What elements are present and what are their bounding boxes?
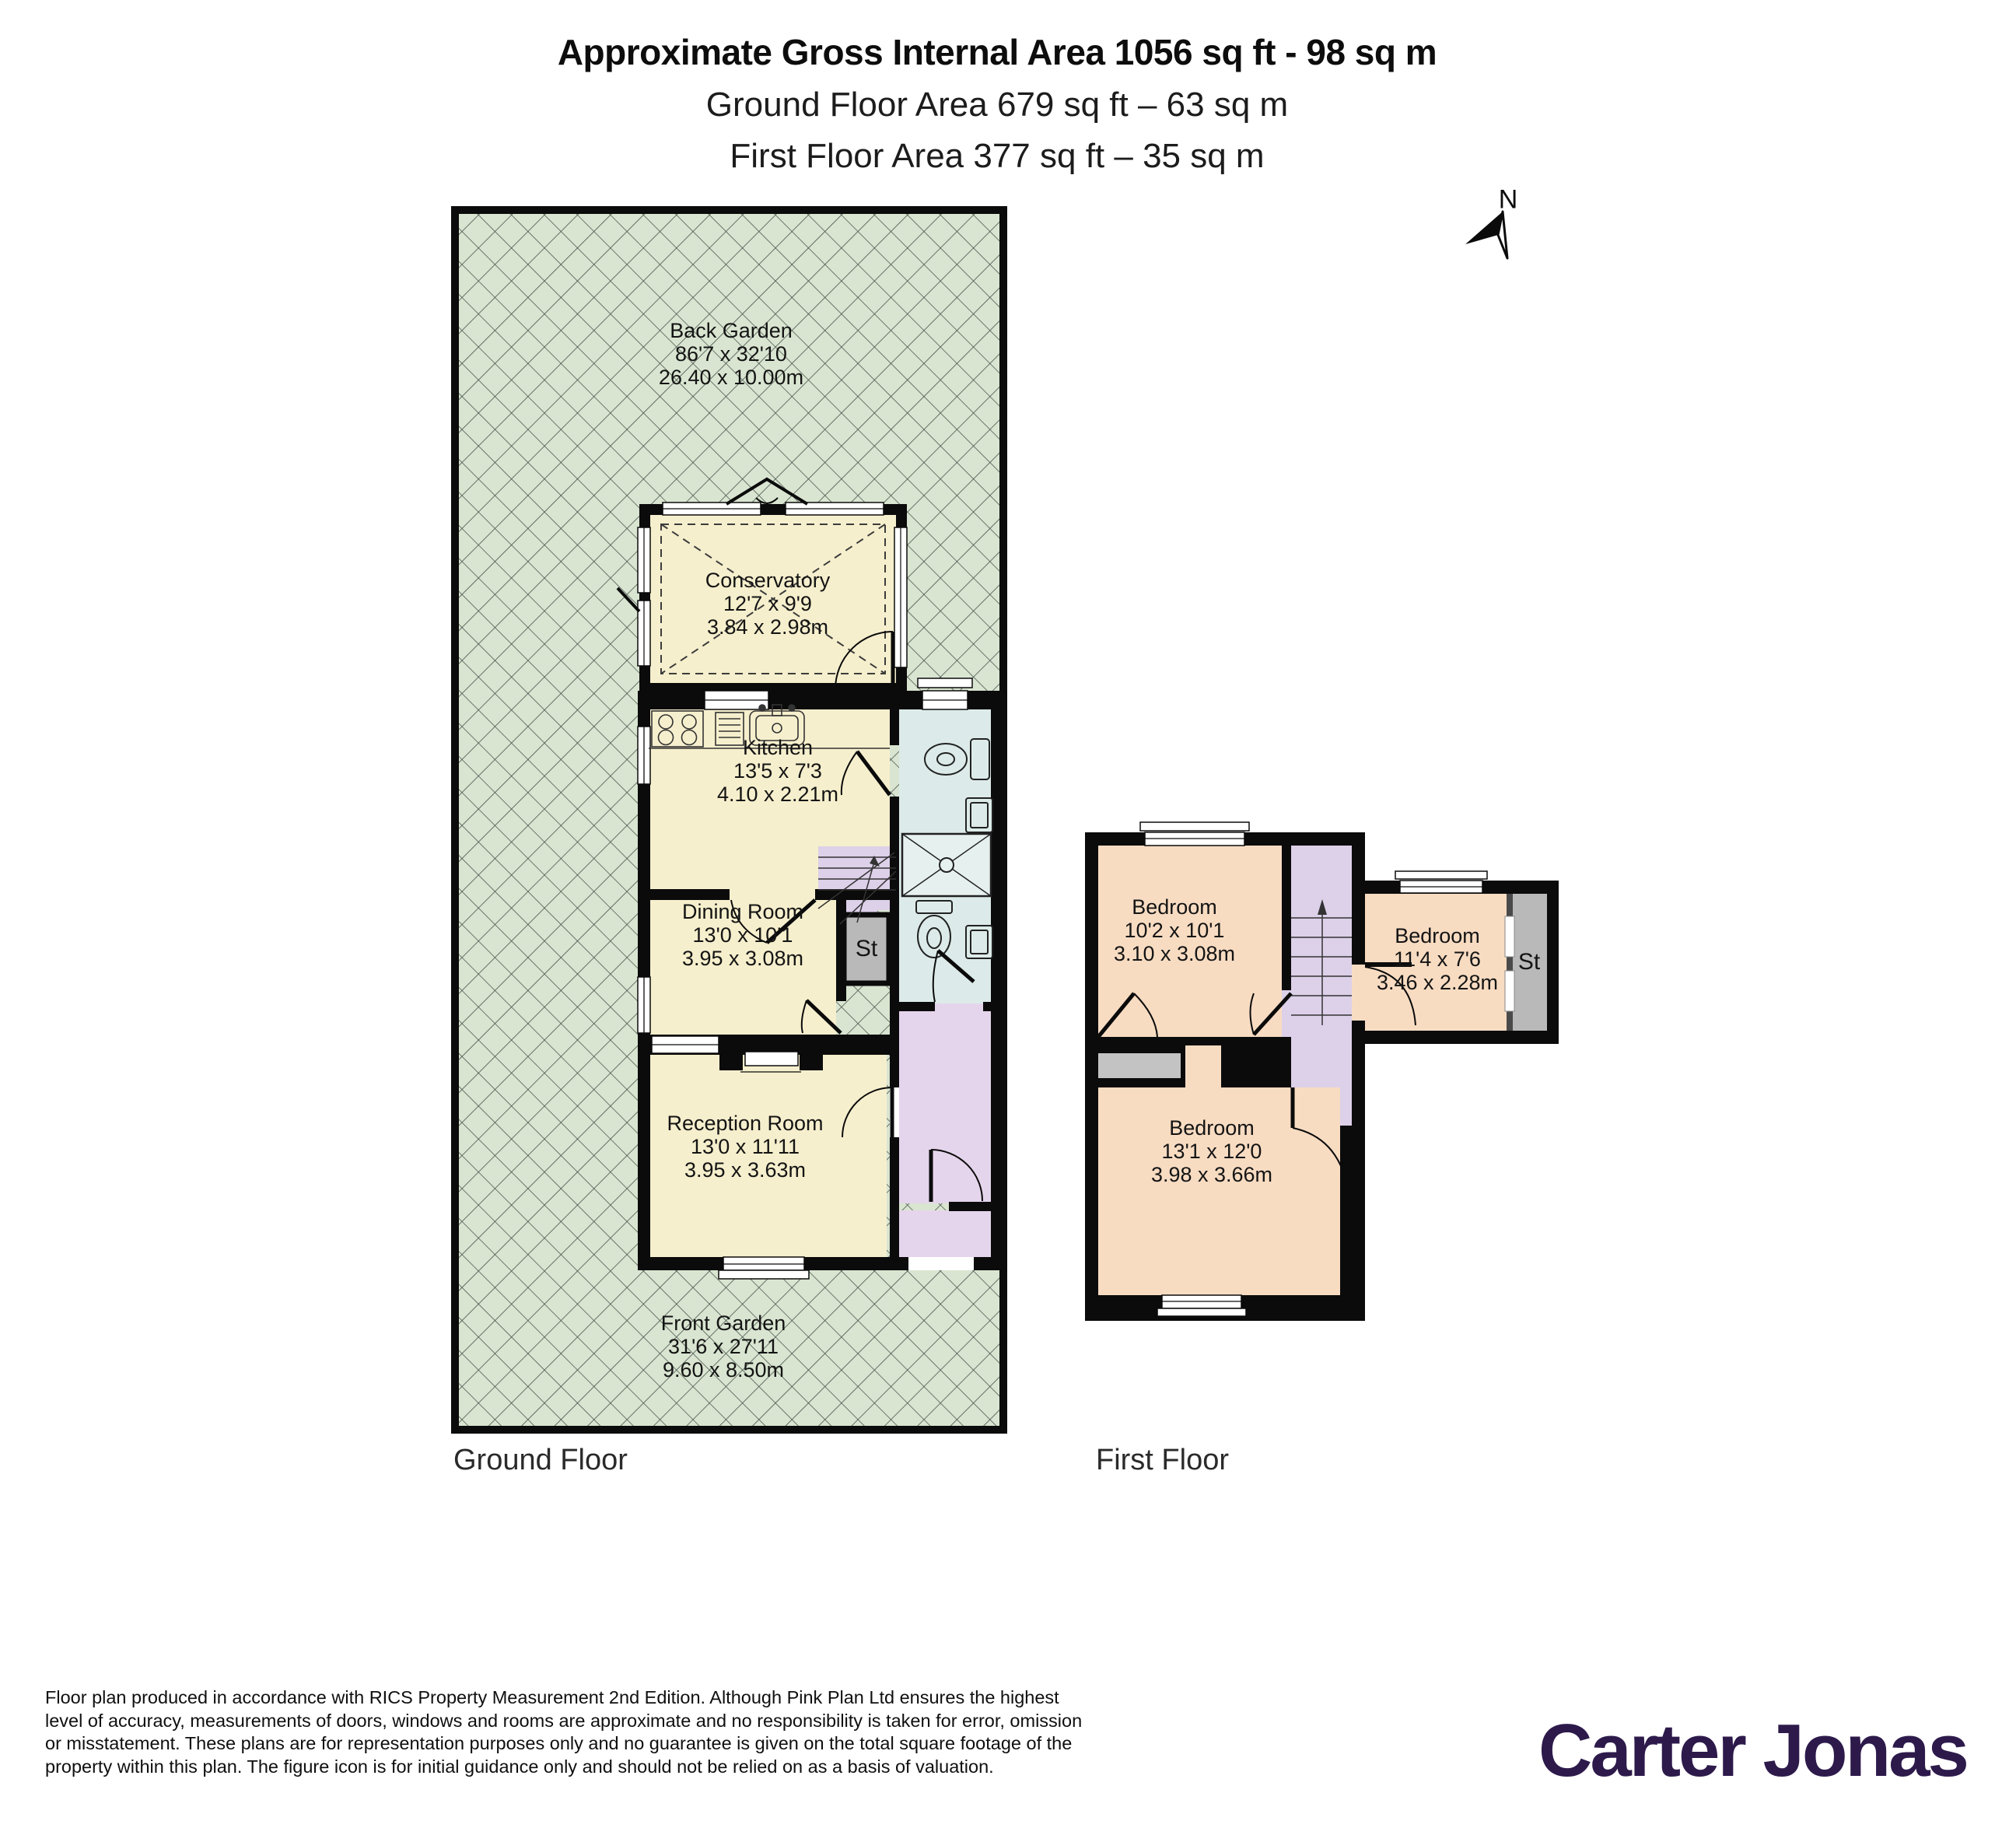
room-label-conservatory: [705, 569, 831, 639]
room-name: Conservatory: [705, 569, 831, 592]
first-floor-area-line: First Floor Area 377 sq ft – 35 sq m: [730, 137, 1265, 175]
room-dims-metric: 9.60 x 8.50m: [662, 1358, 785, 1382]
disclaimer-line: level of accuracy, measurements of doors, windows and rooms are approximate and no responsibility is taken for error, omission: [45, 1710, 1083, 1731]
disclaimer-line: Floor plan produced in accordance with RICS Property Measurement 2nd Edition. Although Pink Plan Ltd ensures the highest: [45, 1687, 1059, 1707]
landing-ledge: [1098, 1053, 1181, 1078]
north-arrow-icon: [1465, 212, 1507, 258]
room-dims-metric: 3.10 x 3.08m: [1113, 942, 1236, 965]
room-label-bedroom-1: [1114, 895, 1235, 965]
room-dims-imperial: 86'7 x 32'10: [675, 342, 787, 366]
room-dims-imperial: 13'0 x 11'11: [691, 1135, 800, 1158]
room-name: Bedroom: [1395, 924, 1480, 947]
room-dims-metric: 4.10 x 2.21m: [716, 783, 839, 806]
page-header: [0, 0, 1994, 176]
room-dims-metric: 3.98 x 3.66m: [1150, 1163, 1273, 1186]
room-dims-metric: 3.95 x 3.08m: [681, 947, 804, 970]
page-title: Approximate Gross Internal Area 1056 sq ft - 98 sq m: [557, 32, 1437, 72]
ground-floor-area-line: Ground Floor Area 679 sq ft – 63 sq m: [705, 86, 1289, 124]
porch-floor: [899, 1210, 992, 1257]
north-label: N: [1498, 184, 1518, 215]
room-name: Front Garden: [660, 1311, 786, 1335]
room-label-back-garden: [659, 319, 803, 389]
room-dims-imperial: 31'6 x 27'11: [668, 1335, 779, 1358]
room-dims-imperial: 11'4 x 7'6: [1394, 947, 1481, 971]
room-name: Kitchen: [742, 736, 814, 759]
storage-label-first: St: [1517, 949, 1541, 975]
room-dims-metric: 3.46 x 2.28m: [1376, 971, 1499, 994]
room-dims-imperial: 13'1 x 12'0: [1161, 1140, 1262, 1163]
hallway-floor: [899, 1003, 992, 1203]
room-label-dining-room: [682, 900, 803, 970]
room-label-front-garden: [661, 1311, 786, 1382]
storage-label-ground: St: [855, 936, 878, 961]
room-dims-metric: 3.95 x 3.63m: [684, 1158, 807, 1182]
disclaimer-text: [45, 1686, 1082, 1778]
room-dims-metric: 26.40 x 10.00m: [658, 366, 804, 389]
room-label-bedroom-3: [1151, 1116, 1272, 1186]
room-name: Bedroom: [1169, 1116, 1255, 1140]
disclaimer-line: property within this plan. The figure icon is for initial guidance only and should not be relied on as a basis of valuation.: [45, 1756, 994, 1777]
disclaimer-line: or misstatement. These plans are for representation purposes only and no guarantee is given on the total square footage of the: [45, 1733, 1073, 1753]
room-dims-imperial: 13'5 x 7'3: [733, 759, 822, 783]
room-label-bedroom-2: [1377, 924, 1498, 994]
stairs-first-floor: [1291, 846, 1352, 1126]
ground-floor-caption: Ground Floor: [453, 1444, 628, 1476]
room-dims-imperial: 12'7 x 9'9: [723, 592, 812, 615]
room-name: Dining Room: [681, 900, 804, 923]
room-label-kitchen: [717, 736, 838, 806]
room-dims-imperial: 10'2 x 10'1: [1124, 919, 1225, 942]
room-name: Back Garden: [670, 319, 793, 342]
room-name: Reception Room: [667, 1112, 824, 1135]
room-label-reception-room: [667, 1112, 823, 1182]
room-name: Bedroom: [1132, 895, 1217, 919]
room-dims-metric: 3.84 x 2.98m: [706, 615, 829, 639]
carter-jonas-logo: Carter Jonas: [1538, 1709, 1967, 1792]
room-dims-imperial: 13'0 x 10'1: [692, 923, 793, 947]
first-floor-caption: First Floor: [1096, 1444, 1229, 1476]
